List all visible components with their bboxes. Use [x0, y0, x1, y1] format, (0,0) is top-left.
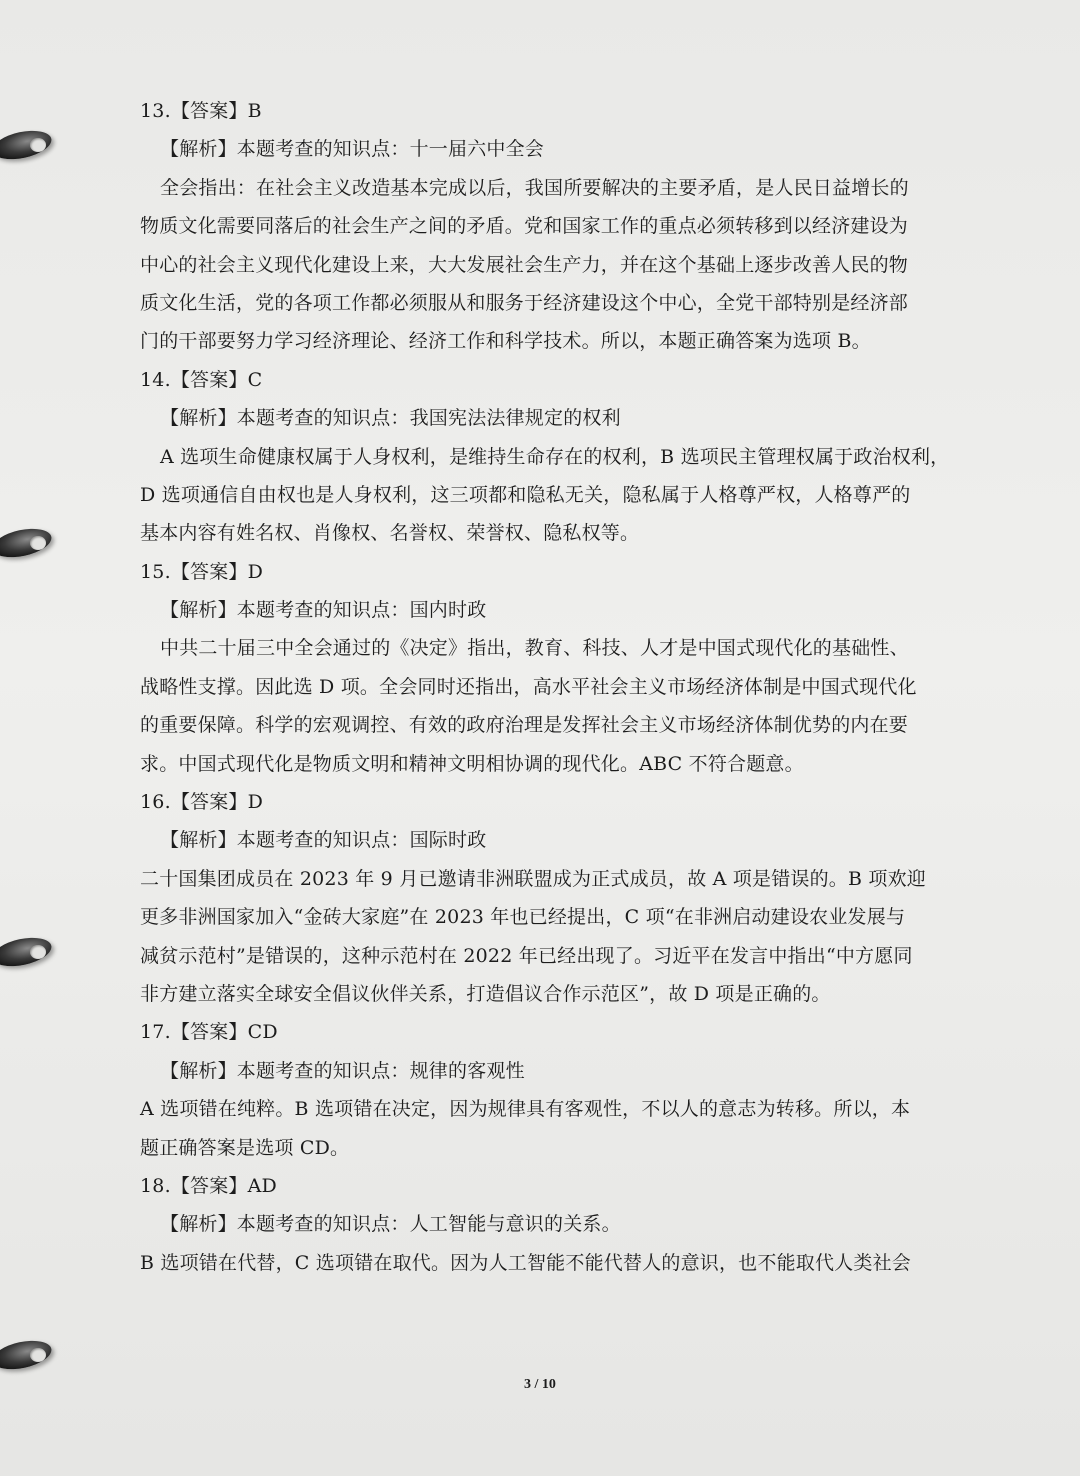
page-number: 3 / 10	[524, 1377, 556, 1392]
text-line: 15.【答案】D	[140, 560, 264, 583]
text-line: 17.【答案】CD	[140, 1021, 278, 1044]
text-line: 求。中国式现代化是物质文明和精神文明相协调的现代化。ABC 不符合题意。	[140, 752, 804, 775]
binder-ring-icon	[0, 1338, 55, 1378]
binder-ring-icon	[0, 935, 55, 975]
text-line: 【解析】本题考查的知识点：人工智能与意识的关系。	[160, 1213, 621, 1236]
text-line: A 选项错在纯粹。B 选项错在决定，因为规律具有客观性，不以人的意志为转移。所以，本	[140, 1098, 911, 1121]
text-line: 16.【答案】D	[140, 791, 264, 814]
binder-ring-icon	[0, 526, 55, 566]
text-line: 【解析】本题考查的知识点：十一届六中全会	[160, 138, 545, 161]
text-line: 18.【答案】AD	[140, 1174, 277, 1197]
text-line: 【解析】本题考查的知识点：国际时政	[160, 829, 487, 852]
text-line: 减贫示范村”是错误的，这种示范村在 2022 年已经出现了。习近平在发言中指出“中方愿同	[140, 944, 913, 967]
text-line: 的重要保障。科学的宏观调控、有效的政府治理是发挥社会主义市场经济体制优势的内在要	[140, 714, 909, 737]
text-line: 【解析】本题考查的知识点：国内时政	[160, 599, 487, 622]
text-line: 【解析】本题考查的知识点：我国宪法法律规定的权利	[160, 407, 621, 430]
text-line: 战略性支撑。因此选 D 项。全会同时还指出，高水平社会主义市场经济体制是中国式现代化	[140, 675, 917, 698]
text-line: 13.【答案】B	[140, 100, 262, 122]
answer-analysis-text	[140, 92, 960, 1282]
text-line: 非方建立落实全球安全倡议伙伴关系，打造倡议合作示范区”，故 D 项是正确的。	[140, 982, 831, 1005]
text-line: 物质文化需要同落后的社会生产之间的矛盾。党和国家工作的重点必须转移到以经济建设为	[140, 215, 909, 238]
text-line: 全会指出：在社会主义改造基本完成以后，我国所要解决的主要矛盾，是人民日益增长的	[160, 176, 909, 199]
text-line: 更多非洲国家加入“金砖大家庭”在 2023 年也已经提出，C 项“在非洲启动建设农业发展与	[140, 906, 906, 929]
text-line: A 选项生命健康权属于人身权利，是维持生命存在的权利，B 选项民主管理权属于政治权利，	[160, 445, 950, 468]
text-line: D 选项通信自由权也是人身权利，这三项都和隐私无关，隐私属于人格尊严权，人格尊严的	[140, 483, 911, 506]
text-line: 二十国集团成员在 2023 年 9 月已邀请非洲联盟成为正式成员，故 A 项是错误的。B 项欢迎	[140, 867, 927, 890]
text-line: 中心的社会主义现代化建设上来，大大发展社会生产力，并在这个基础上逐步改善人民的物	[140, 253, 909, 276]
text-line: 【解析】本题考查的知识点：规律的客观性	[160, 1059, 525, 1082]
text-line: 门的干部要努力学习经济理论、经济工作和科学技术。所以，本题正确答案为选项 B。	[140, 330, 871, 353]
text-line: 中共二十届三中全会通过的《决定》指出，教育、科技、人才是中国式现代化的基础性、	[160, 637, 909, 660]
text-line: B 选项错在代替，C 选项错在取代。因为人工智能不能代替人的意识，也不能取代人类社会	[140, 1251, 911, 1274]
text-line: 14.【答案】C	[140, 368, 263, 391]
text-line: 题正确答案是选项 CD。	[140, 1136, 350, 1159]
text-line: 质文化生活，党的各项工作都必须服从和服务于经济建设这个中心，全党干部特别是经济部	[140, 291, 909, 314]
binder-ring-icon	[0, 128, 55, 168]
text-line: 基本内容有姓名权、肖像权、名誉权、荣誉权、隐私权等。	[140, 522, 640, 545]
